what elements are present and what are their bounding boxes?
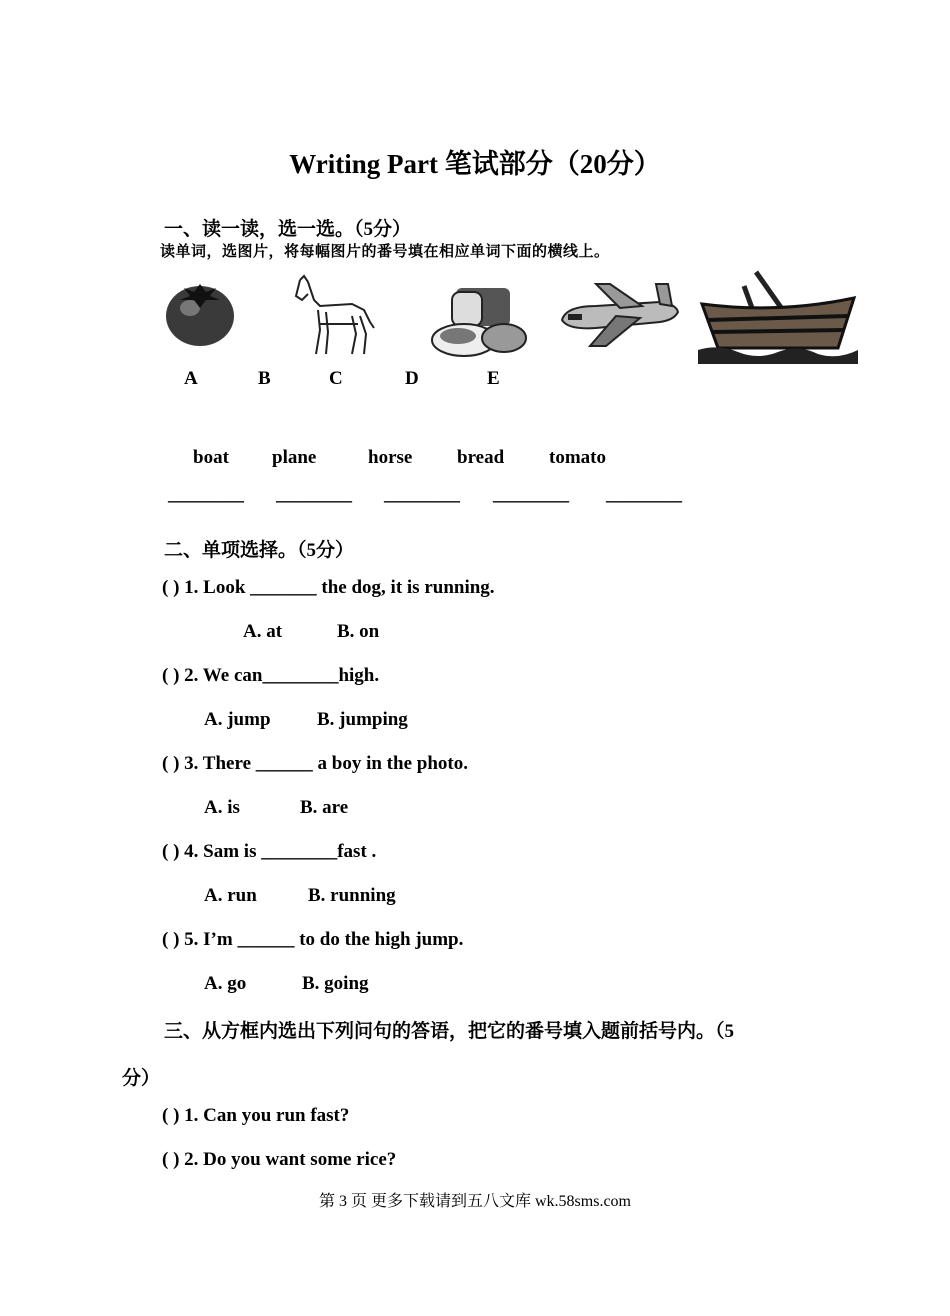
answer-blank-3[interactable]: ________ bbox=[384, 484, 460, 505]
word-bread: bread bbox=[457, 447, 505, 468]
option-2-5-b: B. going bbox=[302, 973, 369, 994]
word-tomato: tomato bbox=[549, 447, 606, 468]
question-2-3: ( ) 3. There ______ a boy in the photo. bbox=[162, 753, 468, 774]
word-plane: plane bbox=[272, 447, 317, 468]
horse-picture bbox=[290, 274, 380, 358]
option-2-1-a: A. at bbox=[243, 621, 283, 642]
tomato-picture bbox=[162, 276, 238, 348]
question-2-2: ( ) 2. We can________high. bbox=[162, 665, 380, 686]
answer-blank-2[interactable]: ________ bbox=[276, 484, 352, 505]
section1-instruction: 读单词，选图片，将每幅图片的番号填在相应单词下面的横线上。 bbox=[160, 242, 610, 260]
answer-blank-5[interactable]: ________ bbox=[606, 484, 682, 505]
section3-heading: 三、从方框内选出下列问句的答语，把它的番号填入题前括号内。（5 bbox=[164, 1021, 735, 1042]
option-2-5-a: A. go bbox=[204, 973, 247, 994]
option-2-2-b: B. jumping bbox=[317, 709, 408, 730]
section2-heading: 二、单项选择。（5分） bbox=[164, 540, 355, 561]
answer-blank-4[interactable]: ________ bbox=[493, 484, 569, 505]
question-2-4: ( ) 4. Sam is ________fast . bbox=[162, 841, 377, 862]
option-2-3-a: A. is bbox=[204, 797, 240, 818]
page-title: Writing Part 笔试部分（20分） bbox=[289, 149, 661, 179]
option-2-3-b: B. are bbox=[300, 797, 349, 818]
question-2-1: ( ) 1. Look _______ the dog, it is running. bbox=[162, 577, 495, 598]
section1-heading: 一、读一读，选一选。（5分） bbox=[164, 219, 412, 240]
word-horse: horse bbox=[368, 447, 413, 468]
option-2-4-a: A. run bbox=[204, 885, 257, 906]
picture-label-a: A bbox=[184, 368, 198, 389]
question-3-2: ( ) 2. Do you want some rice? bbox=[162, 1149, 397, 1170]
picture-label-e: E bbox=[487, 368, 500, 389]
question-2-5: ( ) 5. I’m ______ to do the high jump. bbox=[162, 929, 464, 950]
page-footer: 第 3 页 更多下载请到五八文库 wk.58sms.com bbox=[318, 1193, 631, 1210]
section3-heading-cont: 分） bbox=[122, 1068, 161, 1089]
bread-picture bbox=[428, 280, 530, 360]
word-boat: boat bbox=[193, 447, 229, 468]
plane-picture bbox=[556, 276, 682, 352]
option-2-2-a: A. jump bbox=[204, 709, 271, 730]
picture-label-d: D bbox=[405, 368, 419, 389]
boat-picture bbox=[698, 268, 858, 364]
answer-blank-1[interactable]: ________ bbox=[168, 484, 244, 505]
picture-label-b: B bbox=[258, 368, 271, 389]
option-2-4-b: B. running bbox=[308, 885, 396, 906]
picture-label-c: C bbox=[329, 368, 343, 389]
option-2-1-b: B. on bbox=[337, 621, 380, 642]
question-3-1: ( ) 1. Can you run fast? bbox=[162, 1105, 350, 1126]
